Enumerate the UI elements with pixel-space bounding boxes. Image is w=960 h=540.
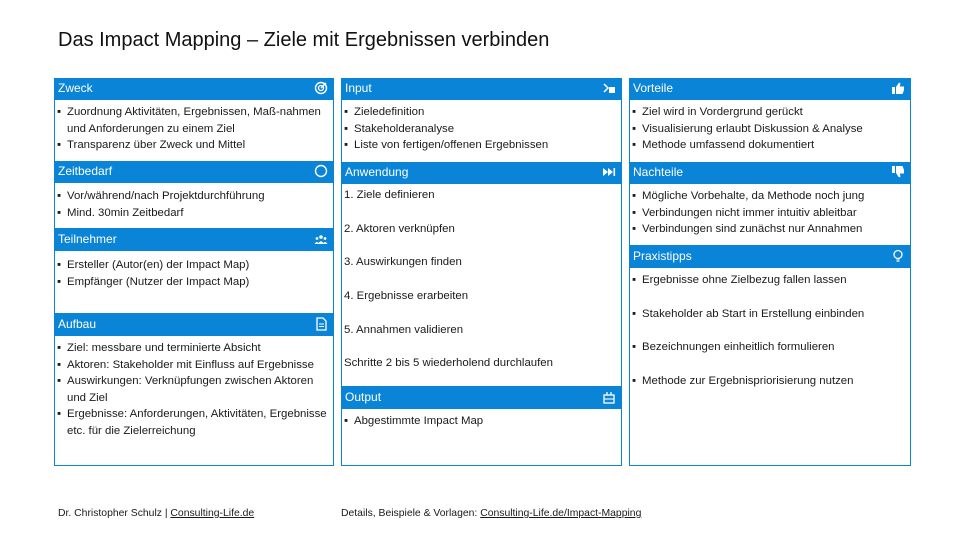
aufbau-list <box>57 340 329 440</box>
thumbs-up-icon <box>891 81 905 95</box>
list-item: ▪ Zuordnung Aktivitäten, Ergebnissen, Maß-nahmen und Anforderungen zu einem Ziel <box>57 104 329 137</box>
teilnehmer-title: Teilnehmer <box>58 232 117 246</box>
column-1-border <box>54 100 334 229</box>
list-item: ▪ Ersteller (Autor(en) der Impact Map) <box>57 257 329 274</box>
praxistipps-list <box>632 272 908 389</box>
input-header <box>341 78 622 100</box>
aufbau-title: Aufbau <box>58 317 97 331</box>
zweck-title: Zweck <box>58 81 93 95</box>
lightbulb-icon <box>891 249 905 263</box>
list-item: ▪ Methode zur Ergebnispriorisierung nutzen <box>632 373 908 390</box>
list-item: ▪ Bezeichnungen einheitlich formulieren <box>632 339 908 356</box>
page-title: Das Impact Mapping – Ziele mit Ergebnissen verbinden <box>58 29 550 51</box>
zweck-header <box>54 78 334 100</box>
list-item: ▪ Aktoren: Stakeholder mit Einfluss auf Ergebnisse <box>57 357 329 374</box>
anwendung-title: Anwendung <box>345 165 409 179</box>
list-item: ▪ Empfänger (Nutzer der Impact Map) <box>57 274 329 291</box>
footer-author-text: Dr. Christopher Schulz | <box>58 508 171 519</box>
footer-author-link[interactable]: Consulting-Life.de <box>170 508 255 519</box>
list-item: ▪ Vor/während/nach Projektdurchführung <box>57 188 329 205</box>
list-item: ▪ Stakeholder ab Start in Erstellung einbinden <box>632 306 908 323</box>
list-item: ▪ Zieledefinition <box>344 104 618 121</box>
document-icon <box>314 317 328 331</box>
list-item: ▪ Transparenz über Zweck und Mittel <box>57 137 329 154</box>
target-icon <box>314 81 328 95</box>
list-item: ▪ Liste von fertigen/offenen Ergebnissen <box>344 137 618 154</box>
teilnehmer-header <box>54 229 334 251</box>
anwendung-step: 3. Auswirkungen finden <box>344 256 462 268</box>
vorteile-header <box>629 78 911 100</box>
footer-details <box>341 508 641 519</box>
list-item: ▪ Mögliche Vorbehalte, da Methode noch jung <box>632 188 908 205</box>
inbox-icon <box>602 390 616 404</box>
footer-author <box>58 508 254 519</box>
output-header <box>341 387 622 409</box>
list-item: ▪ Ziel: messbare und terminierte Absicht <box>57 340 329 357</box>
anwendung-step: 5. Annahmen validieren <box>344 324 464 336</box>
column-3-border <box>629 100 911 246</box>
list-item: ▪ Ergebnisse ohne Zielbezug fallen lassen <box>632 272 908 289</box>
list-item: ▪ Visualisierung erlaubt Diskussion & Analyse <box>632 121 908 138</box>
anwendung-step: 4. Ergebnisse erarbeiten <box>344 290 469 302</box>
nachteile-title: Nachteile <box>633 165 684 179</box>
praxistipps-header <box>629 246 911 268</box>
column-2-border <box>341 100 622 387</box>
list-item: ▪ Methode umfassend dokumentiert <box>632 137 908 154</box>
anwendung-step: 2. Aktoren verknüpfen <box>344 223 455 235</box>
list-item: ▪ Verbindungen nicht immer intuitiv ableitbar <box>632 205 908 222</box>
list-item: ▪ Mind. 30min Zeitbedarf <box>57 205 329 222</box>
output-title: Output <box>345 390 382 404</box>
list-item: ▪ Verbindungen sind zunächst nur Annahmen <box>632 221 908 238</box>
footer-details-text: Details, Beispiele & Vorlagen: <box>341 508 481 519</box>
teilnehmer-list <box>57 257 329 290</box>
output-list <box>344 413 618 430</box>
list-item: ▪ Stakeholderanalyse <box>344 121 618 138</box>
list-item: ▪ Abgestimmte Impact Map <box>344 413 618 430</box>
pipe-input-icon <box>602 81 616 95</box>
praxistipps-title: Praxistipps <box>633 249 692 263</box>
footer-details-link[interactable]: Consulting-Life.de/Impact-Mapping <box>480 508 642 519</box>
list-item: ▪ Ziel wird in Vordergrund gerückt <box>632 104 908 121</box>
anwendung-step: 1. Ziele definieren <box>344 189 435 201</box>
aufbau-header <box>54 314 334 336</box>
people-icon <box>314 232 328 246</box>
vorteile-title: Vorteile <box>633 81 674 95</box>
zeitbedarf-title: Zeitbedarf <box>58 164 113 178</box>
list-item: ▪ Auswirkungen: Verknüpfungen zwischen Aktoren und Ziel <box>57 373 329 406</box>
input-title: Input <box>345 81 372 95</box>
list-item: ▪ Ergebnisse: Anforderungen, Aktivitäten, Ergebnisse etc. für die Zielerreichung <box>57 406 329 439</box>
anwendung-note: Schritte 2 bis 5 wiederholend durchlaufen <box>344 357 553 369</box>
